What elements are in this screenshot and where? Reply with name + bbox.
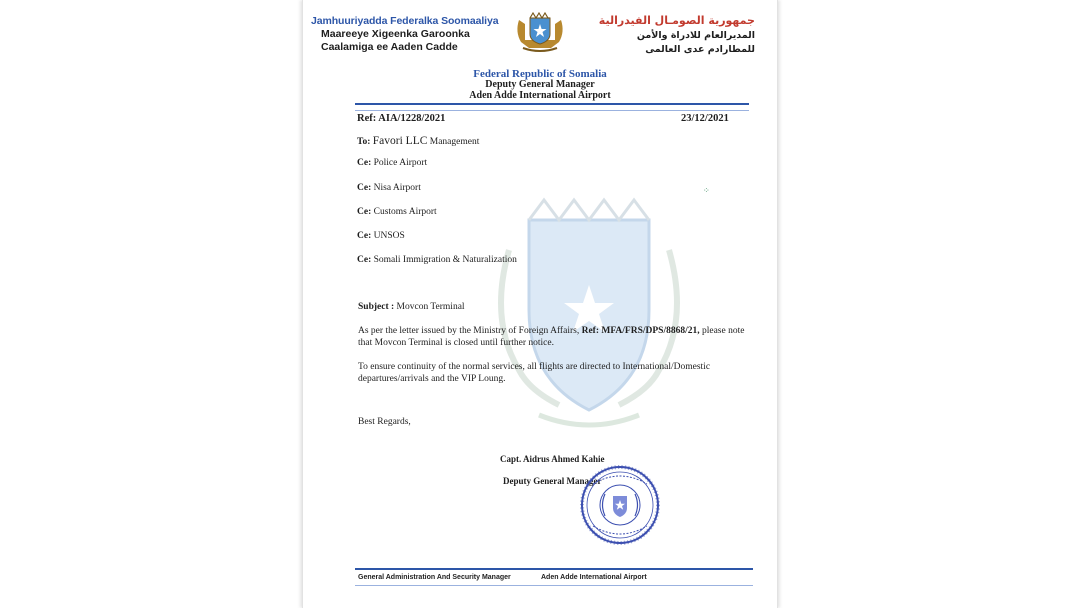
english-heading-line3: Aden Adde International Airport [469, 90, 611, 101]
letter-page [302, 0, 778, 608]
subject-value: Movcon Terminal [394, 302, 465, 312]
subject-label: Subject : [358, 302, 395, 312]
official-stamp-icon [575, 464, 665, 546]
signer-title: Deputy General Manager [503, 476, 602, 486]
paragraph-2-line1: To ensure continuity of the normal services, all flights are directed to International/Domestic [358, 362, 711, 372]
paragraph-1-line1 [358, 326, 744, 337]
cc-value: Somali Immigration & Naturalization [371, 255, 517, 265]
reference-number: Ref: AIA/1228/2021 [357, 113, 446, 124]
letter-date: 23/12/2021 [681, 113, 729, 124]
p1-post: please note [699, 326, 745, 336]
p1-ref: Ref: MFA/FRS/DPS/8868/21, [581, 326, 700, 336]
cc-label: Ce: [357, 158, 372, 168]
header-divider-thin [355, 110, 749, 111]
footer-left-text: General Administration And Security Manager [358, 574, 511, 581]
cc-label: Ce: [357, 183, 372, 193]
signer-name: Capt. Aidrus Ahmed Kahie [500, 454, 605, 464]
somalia-coat-of-arms-icon [515, 10, 565, 52]
margin-mark: ⁘ [703, 186, 710, 195]
cc-value: Customs Airport [371, 207, 437, 217]
cc-line [357, 183, 421, 193]
cc-line [357, 207, 437, 217]
arabic-heading-line2: المديرالعام للادراة والأمن [636, 30, 755, 41]
somali-heading-line3: Caalamiga ee Aaden Cadde [321, 41, 458, 53]
subject-line [358, 302, 465, 312]
arabic-heading-line1: جمهورية الصومـال الفيدرالية [598, 14, 755, 27]
cc-line [357, 255, 517, 265]
header-divider [355, 103, 749, 105]
cc-line [357, 158, 427, 168]
addressee-to [357, 135, 479, 147]
footer-right-text: Aden Adde International Airport [541, 574, 647, 581]
arabic-heading-line3: للمطارادم عدى العالمى [645, 44, 755, 55]
english-heading-line2: Deputy General Manager [485, 79, 595, 90]
cc-value: UNSOS [371, 231, 405, 241]
cc-value: Police Airport [371, 158, 428, 168]
cc-label: Ce: [357, 255, 372, 265]
somali-heading-line2: Maareeye Xigeenka Garoonka [321, 28, 470, 40]
paragraph-1-line2: that Movcon Terminal is closed until further notice. [358, 338, 554, 348]
cc-value: Nisa Airport [371, 183, 421, 193]
paragraph-2-line2: departures/arrivals and the VIP Loung. [358, 374, 506, 384]
cc-label: Ce: [357, 207, 372, 217]
p1-pre: As per the letter issued by the Ministry of Foreign Affairs, [358, 326, 582, 336]
to-suffix: Management [427, 137, 480, 147]
footer-divider-thin [355, 585, 753, 586]
cc-label: Ce: [357, 231, 372, 241]
english-heading-line1: Federal Republic of Somalia [473, 68, 607, 80]
to-label: To: [357, 137, 371, 147]
footer-divider [355, 568, 753, 570]
closing-regards: Best Regards, [358, 417, 411, 427]
somali-heading-line1: Jamhuuriyadda Federalka Soomaaliya [311, 15, 499, 27]
crest-watermark-icon [489, 190, 689, 430]
to-name: Favori LLC [372, 135, 428, 147]
cc-line [357, 231, 405, 241]
